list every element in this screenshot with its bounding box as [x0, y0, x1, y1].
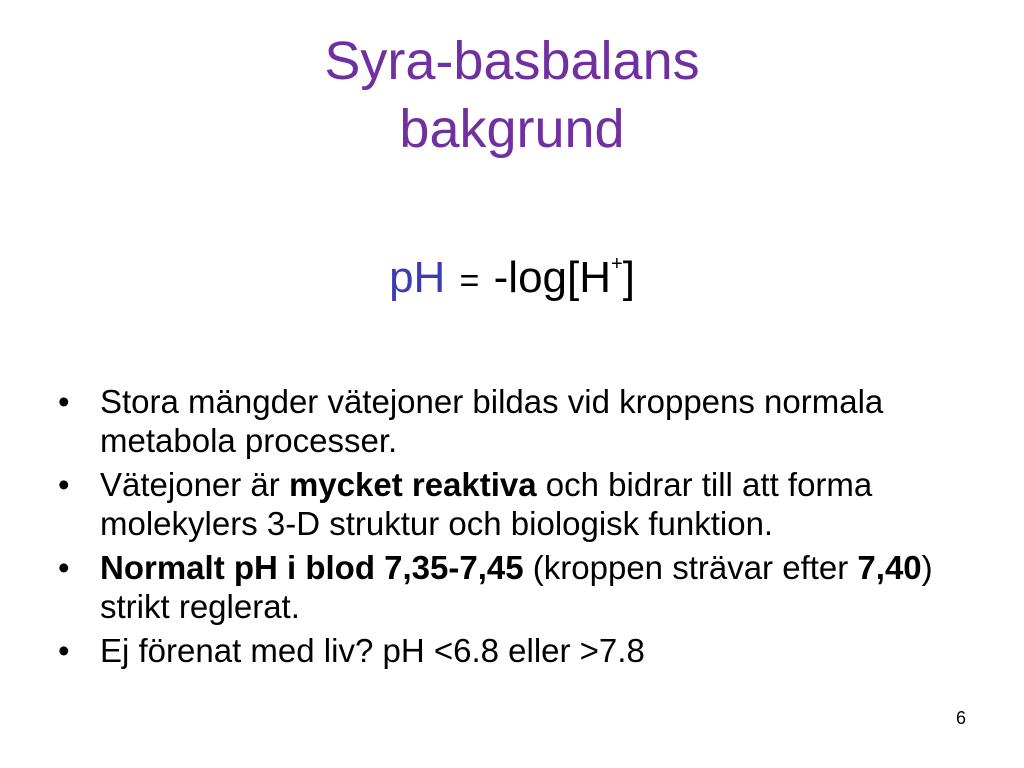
bullet-item: [56, 631, 936, 670]
bullet-emphasis: 7,40: [857, 549, 922, 586]
bullet-list: [56, 382, 936, 675]
bullet-icon: •: [58, 466, 70, 503]
bullet-emphasis: mycket reaktiva: [288, 466, 537, 503]
bullet-text-part: Vätejoner är: [100, 466, 289, 503]
bullet-item: [56, 382, 936, 460]
ph-formula: [0, 250, 1024, 309]
title-line-2: bakgrund: [399, 99, 625, 159]
formula-log-h: -log[H: [493, 253, 612, 302]
formula-close-bracket: ]: [622, 253, 635, 302]
formula-ph: pH: [389, 253, 446, 302]
bullet-item: [56, 548, 936, 626]
bullet-text-part: och bidrar till att forma molekylers 3-D struktur och biologisk funktion.: [100, 466, 873, 542]
bullet-text: Ej förenat med liv? pH <6.8 eller >7.8: [100, 632, 645, 669]
bullet-text: Stora mängder vätejoner bildas vid kroppens normala metabola processer.: [100, 383, 884, 459]
bullet-text-part: ) strikt reglerat.: [100, 549, 933, 625]
page-number: 6: [955, 708, 966, 728]
bullet-text-part: (kroppen strävar efter: [523, 549, 858, 586]
bullet-icon: •: [58, 383, 70, 420]
title-line-1: Syra-basbalans: [324, 31, 700, 91]
bullet-emphasis: Normalt pH i blod 7,35-7,45: [100, 549, 524, 586]
bullet-item: [56, 465, 936, 543]
formula-equals: =: [459, 262, 480, 300]
formula-plus-superscript: +: [611, 253, 623, 275]
bullet-icon: •: [58, 632, 70, 669]
slide-title: [0, 27, 1024, 163]
bullet-icon: •: [58, 549, 70, 586]
